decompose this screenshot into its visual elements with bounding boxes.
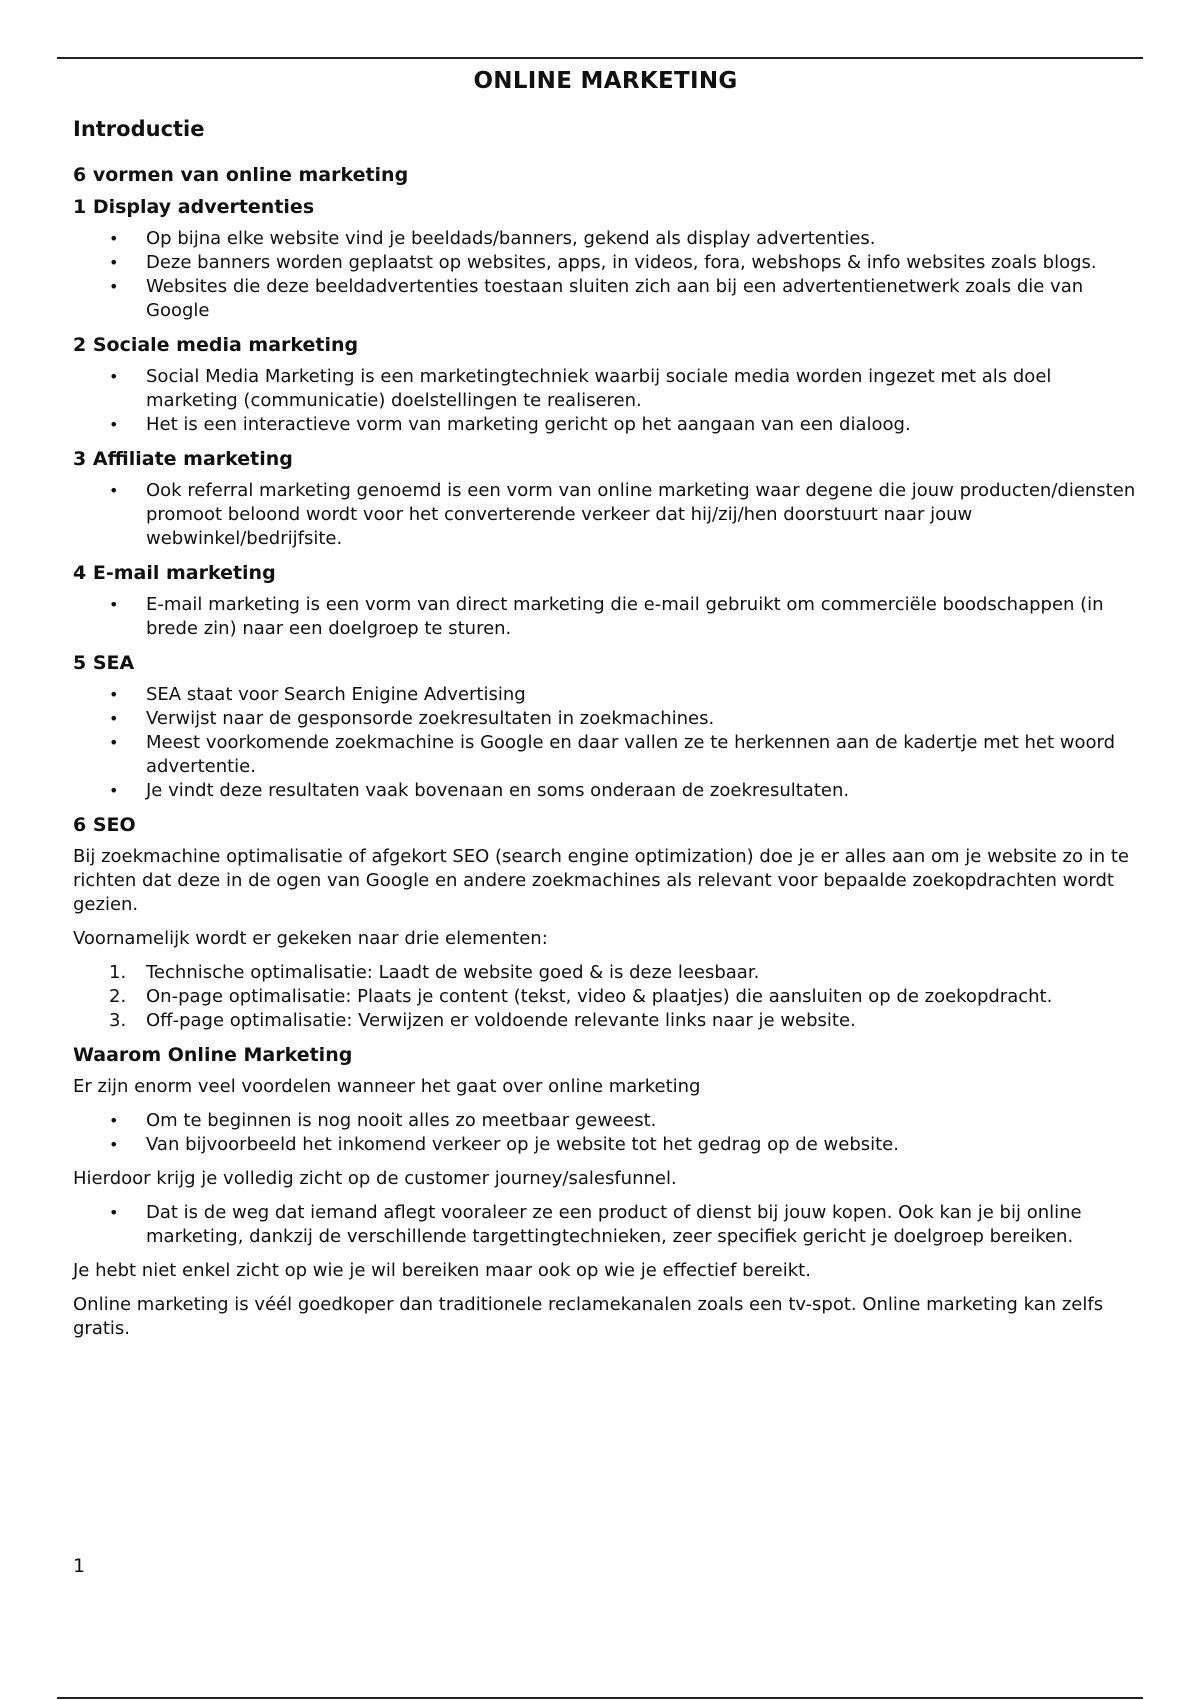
list-item-text: Van bijvoorbeeld het inkomend verkeer op je website tot het gedrag op de website.: [146, 1134, 899, 1155]
seo-list: [73, 961, 1138, 1033]
list-item: [73, 961, 1138, 985]
list-item: [73, 779, 1138, 803]
list-item-text: Het is een interactieve vorm van marketing gericht op het aangaan van een dialoog.: [146, 414, 911, 435]
bullet-marker: •: [109, 685, 119, 704]
seo-paragraph: Bij zoekmachine optimalisatie of afgekort SEO (search engine optimization) doe je er alles aan om je website zo in te richten dat deze in de ogen van Google en andere zoekmachines als relevant voor bepaalde zoekopdrachten wordt gezien.: [73, 846, 1130, 915]
list-item: [73, 1201, 1138, 1249]
display-list: [73, 227, 1138, 323]
document-title: ONLINE MARKETING: [473, 68, 738, 94]
social-list: [73, 365, 1138, 437]
email-list: [73, 593, 1138, 641]
list-item-text: Deze banners worden geplaatst op websites, apps, in videos, fora, webshops & info websites zoals blogs.: [146, 252, 1097, 273]
page-number: 1: [73, 1555, 86, 1577]
list-item-text: E-mail marketing is een vorm van direct marketing die e-mail gebruikt om commerciële boodschappen (in brede zin) naar een doelgroep te sturen.: [146, 594, 1104, 639]
list-item-text: Websites die deze beeldadvertenties toestaan sluiten zich aan bij een advertentienetwerk zoals die van Google: [146, 276, 1084, 321]
bullet-marker: •: [109, 595, 119, 614]
sea-heading: 5 SEA: [73, 652, 135, 674]
bottom-rule: [57, 1697, 1143, 1699]
list-item-text: Ook referral marketing genoemd is een vorm van online marketing waar degene die jouw producten/diensten promoot beloond wordt voor het converterende verkeer dat hij/zij/hen doorstuurt naar jouw webwinkel/bedrijfsite.: [146, 480, 1136, 549]
sea-list: [73, 683, 1138, 803]
number-marker: 2.: [109, 986, 127, 1007]
number-marker: 3.: [109, 1010, 127, 1031]
list-item-text: Je vindt deze resultaten vaak bovenaan en soms onderaan de zoekresultaten.: [146, 780, 850, 801]
list-item: [73, 1109, 1138, 1133]
social-heading: 2 Sociale media marketing: [73, 334, 359, 356]
bullet-marker: •: [109, 481, 119, 500]
bullet-marker: •: [109, 781, 119, 800]
list-item: [73, 227, 1138, 251]
list-item: [73, 251, 1138, 275]
bullet-marker: •: [109, 1203, 119, 1222]
intro-heading: Introductie: [73, 117, 205, 141]
list-item: [73, 413, 1138, 437]
list-item: [73, 707, 1138, 731]
seo-heading: 6 SEO: [73, 814, 136, 836]
list-item-text: SEA staat voor Search Enigine Advertising: [146, 684, 526, 705]
bullet-marker: •: [109, 1135, 119, 1154]
journey-list: [73, 1201, 1138, 1249]
list-item: [73, 985, 1138, 1009]
list-item-text: On-page optimalisatie: Plaats je content (tekst, video & plaatjes) die aansluiten op de zoekopdracht.: [146, 986, 1053, 1007]
list-item-text: Op bijna elke website vind je beeldads/banners, gekend als display advertenties.: [146, 228, 876, 249]
why-heading: Waarom Online Marketing: [73, 1044, 353, 1066]
list-item: [73, 593, 1138, 641]
list-item: [73, 683, 1138, 707]
why-paragraph: Er zijn enorm veel voordelen wanneer het gaat over online marketing: [73, 1076, 701, 1097]
list-item: [73, 479, 1138, 551]
list-item-text: Social Media Marketing is een marketingtechniek waarbij sociale media worden ingezet met als doel marketing (communicatie) doelstellingen te realiseren.: [146, 366, 1052, 411]
display-heading: 1 Display advertenties: [73, 196, 315, 218]
email-heading: 4 E-mail marketing: [73, 562, 276, 584]
list-item-text: Technische optimalisatie: Laadt de website goed & is deze leesbaar.: [146, 962, 760, 983]
bullet-marker: •: [109, 709, 119, 728]
bullet-marker: •: [109, 1111, 119, 1130]
list-item-text: Meest voorkomende zoekmachine is Google en daar vallen ze te herkennen aan de kadertje met het woord advertentie.: [146, 732, 1116, 777]
list-item: [73, 731, 1138, 779]
list-item: [73, 365, 1138, 413]
why-list: [73, 1109, 1138, 1157]
number-marker: 1.: [109, 962, 127, 983]
list-item-text: Om te beginnen is nog nooit alles zo meetbaar geweest.: [146, 1110, 657, 1131]
list-item-text: Verwijst naar de gesponsorde zoekresultaten in zoekmachines.: [146, 708, 715, 729]
list-item-text: Off-page optimalisatie: Verwijzen er voldoende relevante links naar je website.: [146, 1010, 856, 1031]
bullet-marker: •: [109, 733, 119, 752]
list-item-text: Dat is de weg dat iemand aflegt vooraleer ze een product of dienst bij jouw kopen. Ook kan je bij online marketing, dankzij de verschillende targettingtechnieken, zeer specifiek gericht je doelgroep bereiken.: [146, 1202, 1082, 1247]
cost-paragraph: Online marketing is véél goedkoper dan traditionele reclamekanalen zoals een tv-spot. Online marketing kan zelfs gratis.: [73, 1294, 1104, 1339]
top-rule: [57, 57, 1143, 59]
bullet-marker: •: [109, 277, 119, 296]
bullet-marker: •: [109, 253, 119, 272]
affiliate-heading: 3 Affiliate marketing: [73, 448, 293, 470]
list-item: [73, 275, 1138, 323]
affiliate-list: [73, 479, 1138, 551]
list-item: [73, 1009, 1138, 1033]
list-item: [73, 1133, 1138, 1157]
bullet-marker: •: [109, 229, 119, 248]
document-body: [73, 68, 1138, 1351]
seo-elements-intro: Voornamelijk wordt er gekeken naar drie elementen:: [73, 928, 548, 949]
bullet-marker: •: [109, 415, 119, 434]
reach-paragraph: Je hebt niet enkel zicht op wie je wil bereiken maar ook op wie je effectief bereikt.: [73, 1260, 811, 1281]
forms-heading: 6 vormen van online marketing: [73, 164, 409, 186]
bullet-marker: •: [109, 367, 119, 386]
journey-paragraph: Hierdoor krijg je volledig zicht op de customer journey/salesfunnel.: [73, 1168, 677, 1189]
